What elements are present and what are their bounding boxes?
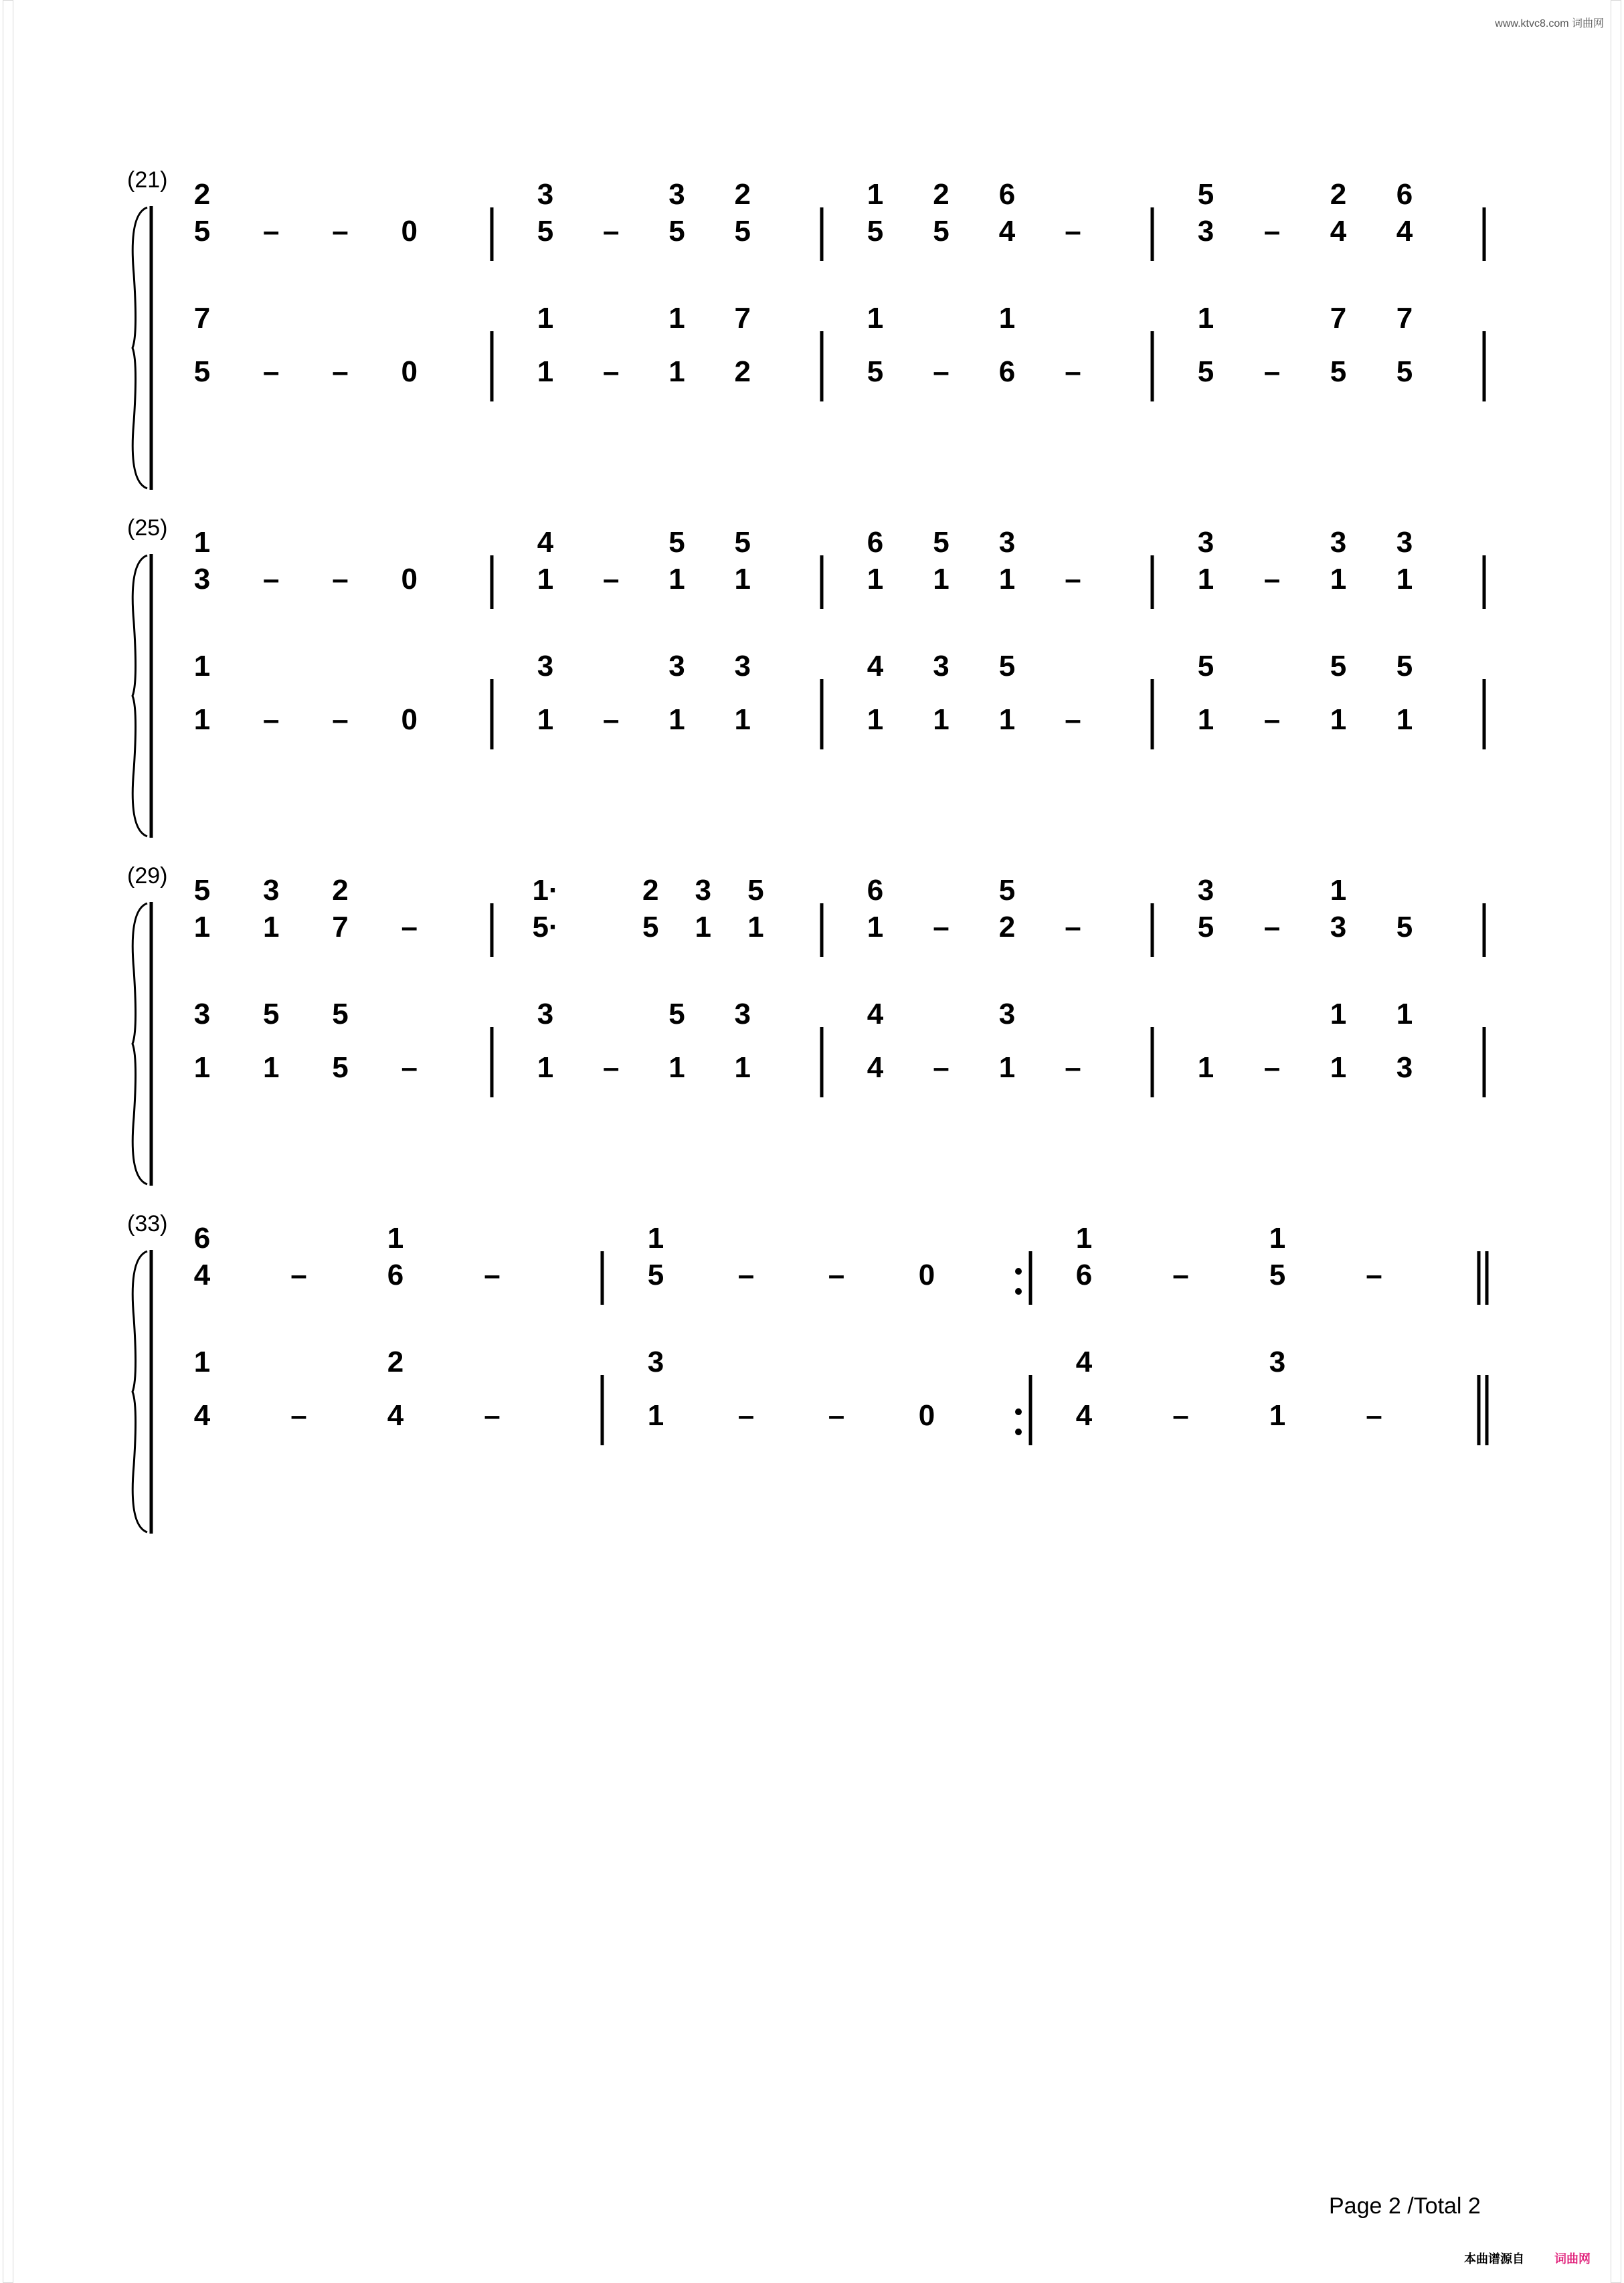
note-lower: 1 bbox=[867, 703, 884, 736]
note-upper: 2 bbox=[387, 1346, 404, 1378]
measure-number: (21) bbox=[127, 167, 168, 193]
note-lower: 1 bbox=[998, 703, 1016, 736]
measure-number: (33) bbox=[127, 1211, 168, 1237]
brace bbox=[132, 555, 147, 836]
note-upper: 1 bbox=[537, 302, 554, 335]
note-upper: 6 bbox=[1396, 178, 1413, 211]
note-lower: 5 bbox=[1396, 355, 1413, 388]
dash: – bbox=[290, 1399, 307, 1432]
note-lower: 1 bbox=[193, 911, 211, 943]
dash: – bbox=[263, 703, 280, 736]
note-lower: 3 bbox=[1330, 911, 1347, 943]
note-lower: 1 bbox=[1330, 1051, 1347, 1084]
note-lower: 1 bbox=[998, 563, 1016, 596]
note-upper: 1 bbox=[387, 1222, 404, 1255]
dash: – bbox=[603, 355, 620, 388]
brace bbox=[132, 1251, 147, 1532]
note-lower: 1 bbox=[537, 355, 554, 388]
dash: – bbox=[603, 215, 620, 248]
dash: – bbox=[1263, 703, 1281, 736]
note-lower: 1 bbox=[668, 563, 685, 596]
note-lower: 5 bbox=[867, 355, 884, 388]
note-lower: 2 bbox=[734, 355, 751, 388]
note-lower: 1 bbox=[867, 911, 884, 943]
dash: – bbox=[332, 215, 349, 248]
dash: – bbox=[1263, 563, 1281, 596]
note-lower: 1 bbox=[193, 1051, 211, 1084]
note-lower: 1 bbox=[193, 703, 211, 736]
note-upper: 5 bbox=[747, 874, 764, 907]
dash: – bbox=[1366, 1259, 1382, 1291]
note-upper: 2 bbox=[1330, 178, 1347, 211]
note-upper: 4 bbox=[867, 998, 884, 1030]
note-lower: 1 bbox=[1197, 563, 1214, 596]
footer-brand-logo: 词曲网 bbox=[1554, 2252, 1591, 2266]
note-upper: 5 bbox=[1330, 650, 1347, 682]
dash: – bbox=[484, 1259, 501, 1291]
note-upper: 5 bbox=[668, 998, 685, 1030]
dash: – bbox=[828, 1259, 845, 1291]
note-lower: 1 bbox=[998, 1051, 1016, 1084]
note-upper: 3 bbox=[998, 526, 1016, 559]
note-upper: 1 bbox=[193, 650, 211, 682]
note-lower: 6 bbox=[387, 1259, 404, 1291]
note-upper: 5 bbox=[998, 874, 1016, 907]
note-upper: 2 bbox=[642, 874, 659, 907]
note-lower: 4 bbox=[1396, 215, 1413, 248]
dash: – bbox=[484, 1399, 501, 1432]
note-upper: 3 bbox=[668, 650, 685, 682]
note-upper: 1 bbox=[668, 302, 685, 335]
note-upper: 1 bbox=[1197, 302, 1214, 335]
note-lower: 1 bbox=[695, 911, 712, 943]
note-lower: 1 bbox=[1197, 1051, 1214, 1084]
note-upper: 2 bbox=[734, 178, 751, 211]
note-upper: 5 bbox=[933, 526, 950, 559]
dash: – bbox=[933, 1051, 950, 1084]
note-upper: 2 bbox=[193, 178, 211, 211]
note-lower: 1 bbox=[1330, 563, 1347, 596]
note-upper: 5 bbox=[1197, 650, 1214, 682]
note-upper: 7 bbox=[734, 302, 751, 335]
note-lower: 0 bbox=[401, 215, 418, 248]
note-upper: 3 bbox=[1396, 526, 1413, 559]
note-upper: 1 bbox=[998, 302, 1016, 335]
note-upper: 6 bbox=[193, 1222, 211, 1255]
dash: – bbox=[1065, 703, 1081, 736]
note-upper: 3 bbox=[537, 650, 554, 682]
note-lower: 5 bbox=[1396, 911, 1413, 943]
dash: – bbox=[1065, 911, 1081, 943]
note-upper: 1 bbox=[647, 1222, 664, 1255]
note-lower: 1 bbox=[933, 703, 950, 736]
note-upper: 5 bbox=[1396, 650, 1413, 682]
dash: – bbox=[1065, 355, 1081, 388]
note-lower: 5 bbox=[537, 215, 554, 248]
repeat-dot bbox=[1015, 1288, 1022, 1295]
note-lower: 1 bbox=[734, 563, 751, 596]
note-lower: 5 bbox=[1197, 355, 1214, 388]
note-upper: 3 bbox=[647, 1346, 664, 1378]
note-lower: 1 bbox=[1330, 703, 1347, 736]
dash: – bbox=[332, 355, 349, 388]
note-lower: 3 bbox=[1396, 1051, 1413, 1084]
dash: – bbox=[263, 563, 280, 596]
note-lower: 3 bbox=[193, 563, 211, 596]
note-upper: 3 bbox=[1197, 874, 1214, 907]
note-upper: 5 bbox=[332, 998, 349, 1030]
site-watermark: www.ktvc8.com 词曲网 bbox=[1495, 18, 1604, 29]
note-lower: 1 bbox=[1396, 703, 1413, 736]
dash: – bbox=[1366, 1399, 1382, 1432]
brace bbox=[132, 207, 147, 488]
dash: – bbox=[401, 911, 418, 943]
note-upper: 3 bbox=[263, 874, 280, 907]
note-lower: 5 bbox=[193, 355, 211, 388]
page-number: Page 2 /Total 2 bbox=[1329, 2193, 1481, 2219]
note-upper: 3 bbox=[668, 178, 685, 211]
note-lower: 5 bbox=[1330, 355, 1347, 388]
dash: – bbox=[1263, 355, 1281, 388]
note-lower: 0 bbox=[401, 703, 418, 736]
dash: – bbox=[263, 215, 280, 248]
note-upper: 4 bbox=[867, 650, 884, 682]
note-upper: 4 bbox=[537, 526, 554, 559]
note-lower: 1 bbox=[1197, 703, 1214, 736]
note-lower: 1 bbox=[263, 1051, 280, 1084]
note-upper: 3 bbox=[537, 178, 554, 211]
note-lower: 5 bbox=[867, 215, 884, 248]
note-lower: 0 bbox=[401, 563, 418, 596]
note-upper: 3 bbox=[695, 874, 712, 907]
measure-number: (29) bbox=[127, 863, 168, 889]
note-lower: 6 bbox=[998, 355, 1016, 388]
note-upper: 3 bbox=[1269, 1346, 1286, 1378]
dash: – bbox=[737, 1259, 755, 1291]
note-lower: 0 bbox=[918, 1399, 935, 1432]
note-upper: 2 bbox=[332, 874, 349, 907]
note-upper: 4 bbox=[1075, 1346, 1093, 1378]
note-upper: 5 bbox=[263, 998, 280, 1030]
note-upper: 7 bbox=[1396, 302, 1413, 335]
note-lower: 4 bbox=[193, 1399, 211, 1432]
note-upper: 2 bbox=[933, 178, 950, 211]
dash: – bbox=[1172, 1259, 1189, 1291]
dash: – bbox=[1263, 215, 1281, 248]
note-upper: 6 bbox=[998, 178, 1016, 211]
note-upper: 3 bbox=[1197, 526, 1214, 559]
dash: – bbox=[1263, 1051, 1281, 1084]
dash: – bbox=[1065, 1051, 1081, 1084]
note-lower: 1 bbox=[747, 911, 764, 943]
measure-number: (25) bbox=[127, 515, 168, 541]
dash: – bbox=[332, 563, 349, 596]
note-upper: 5 bbox=[668, 526, 685, 559]
note-upper: 3 bbox=[537, 998, 554, 1030]
note-lower: 5 bbox=[1269, 1259, 1286, 1291]
note-lower: 4 bbox=[1075, 1399, 1093, 1432]
note-lower: 1 bbox=[668, 703, 685, 736]
note-lower: 0 bbox=[918, 1259, 935, 1291]
dash: – bbox=[603, 703, 620, 736]
note-lower: 4 bbox=[193, 1259, 211, 1291]
repeat-dot bbox=[1015, 1408, 1022, 1415]
note-lower: 1 bbox=[537, 563, 554, 596]
note-upper: 1 bbox=[1269, 1222, 1286, 1255]
dash: – bbox=[401, 1051, 418, 1084]
note-lower: 1 bbox=[734, 1051, 751, 1084]
dash: – bbox=[290, 1259, 307, 1291]
note-upper: 5 bbox=[193, 874, 211, 907]
note-upper: 3 bbox=[734, 650, 751, 682]
note-lower: 5 bbox=[647, 1259, 664, 1291]
note-lower: 1 bbox=[668, 1051, 685, 1084]
dash: – bbox=[1065, 215, 1081, 248]
dash: – bbox=[828, 1399, 845, 1432]
note-lower: 1 bbox=[1396, 563, 1413, 596]
note-lower: 5 bbox=[1197, 911, 1214, 943]
note-lower: 2 bbox=[998, 911, 1016, 943]
note-lower: 4 bbox=[1330, 215, 1347, 248]
note-lower: 5 bbox=[642, 911, 659, 943]
dash: – bbox=[933, 355, 950, 388]
note-upper: 1 bbox=[1075, 1222, 1093, 1255]
note-lower: 1 bbox=[668, 355, 685, 388]
note-lower: 5 bbox=[668, 215, 685, 248]
dash: – bbox=[1263, 911, 1281, 943]
note-upper: 7 bbox=[1330, 302, 1347, 335]
note-lower: 3 bbox=[1197, 215, 1214, 248]
note-lower: 1 bbox=[263, 911, 280, 943]
repeat-dot bbox=[1015, 1268, 1022, 1275]
dash: – bbox=[933, 911, 950, 943]
dash: – bbox=[1172, 1399, 1189, 1432]
note-upper: 3 bbox=[734, 998, 751, 1030]
note-lower: 4 bbox=[867, 1051, 884, 1084]
note-lower: 1 bbox=[1269, 1399, 1286, 1432]
note-lower: 0 bbox=[401, 355, 418, 388]
note-lower: 1 bbox=[734, 703, 751, 736]
note-lower: 5 bbox=[734, 215, 751, 248]
dash: – bbox=[603, 1051, 620, 1084]
note-upper: 5 bbox=[998, 650, 1016, 682]
dash: – bbox=[1065, 563, 1081, 596]
note-upper: 1 bbox=[193, 1346, 211, 1378]
note-upper: 1 bbox=[867, 302, 884, 335]
note-lower: 1 bbox=[537, 1051, 554, 1084]
dash: – bbox=[603, 563, 620, 596]
dash: – bbox=[737, 1399, 755, 1432]
footer-source-text: 本曲谱源自 bbox=[1464, 2252, 1524, 2266]
footer-source bbox=[1464, 2250, 1591, 2267]
note-lower: 1 bbox=[933, 563, 950, 596]
note-lower: 5 bbox=[933, 215, 950, 248]
note-upper: 6 bbox=[867, 874, 884, 907]
note-upper: 3 bbox=[933, 650, 950, 682]
note-upper: 1 bbox=[867, 178, 884, 211]
note-upper: 1 bbox=[1330, 874, 1347, 907]
dash: – bbox=[263, 355, 280, 388]
note-upper: 7 bbox=[193, 302, 211, 335]
note-lower: 5· bbox=[532, 911, 559, 943]
dash: – bbox=[332, 703, 349, 736]
note-upper: 3 bbox=[998, 998, 1016, 1030]
note-upper: 3 bbox=[1330, 526, 1347, 559]
note-upper: 3 bbox=[193, 998, 211, 1030]
note-upper: 5 bbox=[734, 526, 751, 559]
brace bbox=[132, 903, 147, 1184]
note-upper: 1 bbox=[193, 526, 211, 559]
repeat-dot bbox=[1015, 1429, 1022, 1435]
note-lower: 1 bbox=[647, 1399, 664, 1432]
note-upper: 1 bbox=[1396, 998, 1413, 1030]
note-lower: 1 bbox=[537, 703, 554, 736]
note-lower: 5 bbox=[332, 1051, 349, 1084]
note-lower: 5 bbox=[193, 215, 211, 248]
note-upper: 6 bbox=[867, 526, 884, 559]
note-lower: 1 bbox=[867, 563, 884, 596]
note-lower: 4 bbox=[998, 215, 1016, 248]
note-upper: 5 bbox=[1197, 178, 1214, 211]
note-upper: 1 bbox=[1330, 998, 1347, 1030]
note-lower: 6 bbox=[1075, 1259, 1093, 1291]
note-lower: 7 bbox=[332, 911, 349, 943]
note-lower: 4 bbox=[387, 1399, 404, 1432]
note-upper: 1· bbox=[532, 874, 559, 907]
